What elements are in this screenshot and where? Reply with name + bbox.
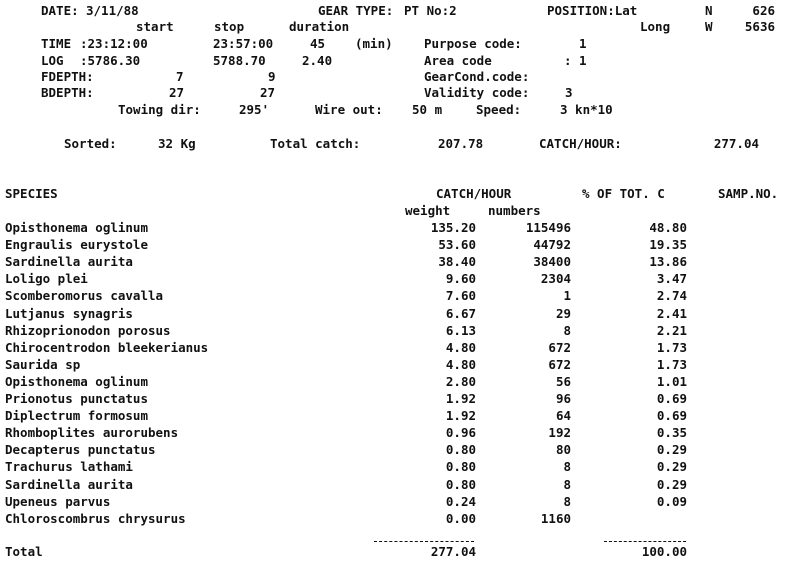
numbers-cell: 56 [555,374,571,389]
species-name-cell: Engraulis eurystole [5,237,148,252]
weight-cell: 53.60 [438,237,476,252]
numbers-cell: 29 [555,306,571,321]
fdepth-start: 7 [176,69,184,84]
towing-dir-value: 295' [239,102,270,117]
species-name-cell: Opisthonema oglinum [5,220,148,235]
pct-total-cell: 13.86 [649,254,687,269]
numbers-cell: 8 [563,323,571,338]
pct-total-cell: 3.47 [656,271,687,286]
pct-total-cell: 1.73 [656,357,687,372]
weight-cell: 4.80 [445,357,476,372]
weight-subheader: weight [405,203,451,218]
weight-cell: 38.40 [438,254,476,269]
pct-total-cell: 19.35 [649,237,687,252]
purpose-code-label: Purpose code: [424,36,522,51]
numbers-cell: 672 [548,340,571,355]
numbers-cell: 80 [555,442,571,457]
validity-code-label: Validity code: [424,85,530,100]
numbers-cell: 672 [548,357,571,372]
numbers-cell: 2304 [540,271,571,286]
samp-no-header: SAMP.NO. [718,186,779,201]
numbers-subheader: numbers [488,203,541,218]
pct-total-cell: 2.74 [656,288,687,303]
numbers-cell: 8 [563,459,571,474]
species-name-cell: Rhomboplites aurorubens [5,425,179,440]
species-name-cell: Diplectrum formosum [5,408,148,423]
numbers-cell: 96 [555,391,571,406]
total-weight: 277.04 [430,544,476,559]
fdepth-stop: 9 [268,69,276,84]
species-name-cell: Saurida sp [5,357,81,372]
weight-cell: 4.80 [445,340,476,355]
sorted-label: Sorted: [64,136,117,151]
pct-total-cell: 0.29 [656,459,687,474]
pct-total-cell: 2.21 [656,323,687,338]
date-label: DATE: [41,3,79,18]
lat-direction: N [705,3,713,18]
weight-cell: 9.60 [445,271,476,286]
time-duration: 45 [310,36,326,51]
area-code-value: : 1 [564,53,587,68]
total-catch-label: Total catch: [270,136,361,151]
weight-cell: 0.80 [445,477,476,492]
pct-total-cell: 0.09 [656,494,687,509]
fdepth-label: FDEPTH: [41,69,94,84]
gear-type-label: GEAR TYPE: [318,3,394,18]
speed-value: 3 kn*10 [560,102,613,117]
date-value: 3/11/88 [86,3,139,18]
long-label: Long [640,19,671,34]
weight-cell: 0.96 [445,425,476,440]
log-start: :5786.30 [80,53,141,68]
species-header: SPECIES [5,186,58,201]
pct-total-cell: 48.80 [649,220,687,235]
catch-hour-label: CATCH/HOUR: [539,136,622,151]
validity-code-value: 3 [565,85,573,100]
species-name-cell: Opisthonema oglinum [5,374,148,389]
numbers-cell: 1 [563,288,571,303]
weight-cell: 0.24 [445,494,476,509]
position-label: POSITION:Lat [547,3,638,18]
log-duration: 2.40 [302,53,333,68]
bdepth-start: 27 [169,85,185,100]
numbers-cell: 64 [555,408,571,423]
time-start: :23:12:00 [80,36,148,51]
time-unit: (min) [355,36,393,51]
bdepth-stop: 27 [260,85,276,100]
catch-hour-header: CATCH/HOUR [436,186,512,201]
long-value: 5636 [744,19,775,34]
sorted-value: 32 Kg [158,136,196,151]
species-name-cell: Loligo plei [5,271,88,286]
bdepth-label: BDEPTH: [41,85,94,100]
weight-cell: 6.13 [445,323,476,338]
species-name-cell: Sardinella aurita [5,477,133,492]
species-name-cell: Sardinella aurita [5,254,133,269]
purpose-code-value: 1 [579,36,587,51]
log-label: LOG [41,53,64,68]
species-name-cell: Lutjanus synagris [5,306,133,321]
species-name-cell: Chloroscombrus chrysurus [5,511,186,526]
gear-type-value: PT No:2 [404,3,457,18]
duration-label: duration [289,19,350,34]
pct-total-cell: 0.35 [656,425,687,440]
pct-total-header: % OF TOT. C [582,186,665,201]
species-name-cell: Upeneus parvus [5,494,111,509]
numbers-cell: 8 [563,477,571,492]
numbers-cell: 38400 [533,254,571,269]
weight-cell: 135.20 [430,220,476,235]
numbers-cell: 8 [563,494,571,509]
log-stop: 5788.70 [213,53,266,68]
time-stop: 23:57:00 [213,36,274,51]
catch-hour-value: 277.04 [713,136,759,151]
weight-cell: 7.60 [445,288,476,303]
gearcond-code-label: GearCond.code: [424,69,530,84]
weight-cell: 6.67 [445,306,476,321]
pct-total-cell: 1.01 [656,374,687,389]
numbers-cell: 1160 [540,511,571,526]
weight-cell: 0.80 [445,459,476,474]
numbers-cell: 115496 [525,220,571,235]
pct-total-cell: 0.69 [656,391,687,406]
species-name-cell: Chirocentrodon bleekerianus [5,340,209,355]
pct-total-cell: 0.29 [656,477,687,492]
wire-out-value: 50 m [412,102,443,117]
species-name-cell: Rhizoprionodon porosus [5,323,171,338]
towing-dir-label: Towing dir: [118,102,201,117]
total-label: Total [5,544,43,559]
pct-total-cell: 0.69 [656,408,687,423]
start-label: start [136,19,174,34]
pct-total-cell: 0.29 [656,442,687,457]
species-name-cell: Decapterus punctatus [5,442,156,457]
time-label: TIME [41,36,72,51]
numbers-cell: 44792 [533,237,571,252]
pct-total-cell: 2.41 [656,306,687,321]
area-code-label: Area code [424,53,492,68]
weight-cell: 0.80 [445,442,476,457]
wire-out-label: Wire out: [315,102,383,117]
total-catch-value: 207.78 [438,136,484,151]
weight-cell: 1.92 [445,408,476,423]
weight-cell: 1.92 [445,391,476,406]
species-name-cell: Trachurus lathami [5,459,133,474]
weight-cell: 0.00 [445,511,476,526]
total-pct: 100.00 [641,544,687,559]
total-pct-divider [604,541,686,542]
speed-label: Speed: [476,102,522,117]
numbers-cell: 192 [548,425,571,440]
species-name-cell: Prionotus punctatus [5,391,148,406]
stop-label: stop [214,19,245,34]
total-weight-divider [374,541,474,542]
long-direction: W [705,19,713,34]
species-name-cell: Scomberomorus cavalla [5,288,164,303]
lat-value: 626 [752,3,775,18]
pct-total-cell: 1.73 [656,340,687,355]
weight-cell: 2.80 [445,374,476,389]
